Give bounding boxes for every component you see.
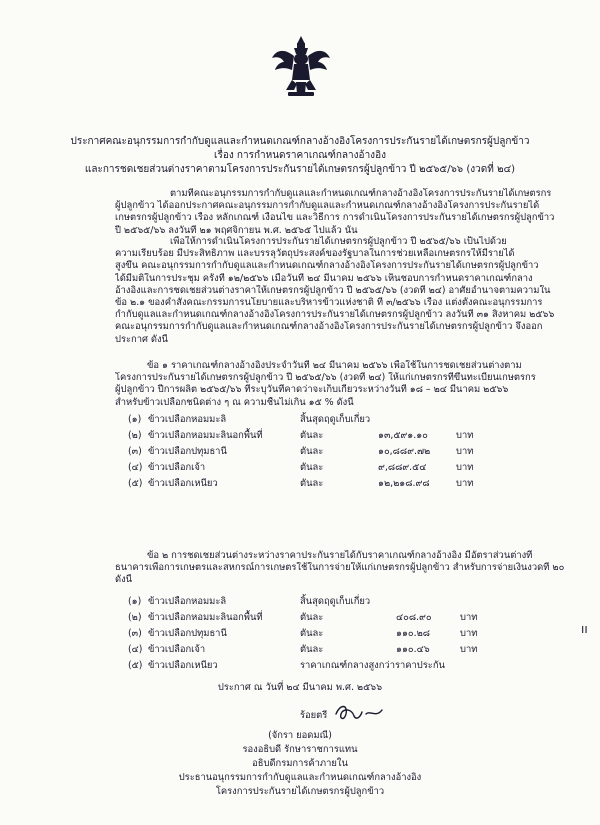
text-line: สูงขึ้น คณะอนุกรรมการกำกับดูแลและกำหนดเกณฑ์กลางอ้างอิงโครงการประกันรายได้เกษตรกรผู้ปลูกข้าว xyxy=(115,260,539,272)
row-number: (๑) xyxy=(128,414,142,425)
table-row xyxy=(0,444,600,457)
currency-label: บาท xyxy=(460,612,478,623)
unit-label: ตันละ xyxy=(300,644,324,655)
rice-type: ข้าวเปลือกปทุมธานี xyxy=(148,446,227,457)
signer-title: อธิบดีกรมการค้าภายใน xyxy=(252,758,348,769)
price-value: ๔๐๘.๙๐ xyxy=(396,612,432,623)
signer-title: โครงการประกันรายได้เกษตรกรผู้ปลูกข้าว xyxy=(215,786,385,797)
unit-label: ตันละ xyxy=(300,628,324,639)
price-value: ๙,๘๘๙.๕๔ xyxy=(378,462,427,473)
table-row xyxy=(0,460,600,473)
text-line: โครงการประกันรายได้เกษตรกรผู้ปลูกข้าว ปี ๒๕๖๕/๖๖ (งวดที่ ๒๔) ให้แก่เกษตรกรที่ขึ้นทะเบียนเกษตรกร xyxy=(115,372,536,384)
text-line: เกษตรกรผู้ปลูกข้าว เรื่อง หลักเกณฑ์ เงื่อนไข และวิธีการ การดำเนินโครงการประกันรายได้เกษตรกรผู้ปลูกข้าว xyxy=(115,212,555,224)
paragraph-resolution xyxy=(115,236,565,346)
row-number: (๔) xyxy=(128,644,143,655)
text-line: คณะอนุกรรมการกำกับดูแลและกำหนดเกณฑ์กลางอ้างอิงโครงการประกันรายได้เกษตรกรผู้ปลูกข้าว จึงออก xyxy=(115,321,543,333)
row-number: (๑) xyxy=(128,596,142,607)
margin-mark: ıı xyxy=(581,622,588,636)
signer-title: รองอธิบดี รักษาราชการแทน xyxy=(242,744,358,755)
row-number: (๕) xyxy=(128,478,143,489)
unit-label: สิ้นสุดฤดูเก็บเกี่ยว xyxy=(300,414,371,425)
currency-label: บาท xyxy=(456,462,474,473)
row-number: (๒) xyxy=(128,430,142,441)
signer-title: ประธานอนุกรรมการกำกับดูแลและกำหนดเกณฑ์กลางอ้างอิง xyxy=(178,772,422,783)
text-line: ข้อ ๒.๑ ของคำสั่งคณะกรรมการนโยบายและบริหารข้าวแห่งชาติ ที่ ๓/๒๕๖๖ เรื่อง แต่งตั้งคณะอนุกรรมการ xyxy=(115,297,543,309)
announcement-title: ประกาศคณะอนุกรรมการกำกับดูแลและกำหนดเกณฑ์กลางอ้างอิงโครงการประกันรายได้เกษตรกรผู้ปลูกข้าว xyxy=(70,136,530,147)
paragraph-preamble xyxy=(115,188,565,237)
unit-label: สิ้นสุดฤดูเก็บเกี่ยว xyxy=(300,596,371,607)
paragraph-clause-2 xyxy=(115,550,565,587)
rank-prefix: ร้อยตรี xyxy=(300,710,328,721)
table-row xyxy=(0,626,600,639)
subject-line: เรื่อง การกำหนดราคาเกณฑ์กลางอ้างอิง xyxy=(214,150,386,161)
price-value: ๑๒,๒๑๘.๙๘ xyxy=(378,478,430,489)
table-row xyxy=(0,428,600,441)
unit-label: ตันละ xyxy=(300,446,324,457)
table-row xyxy=(0,412,600,425)
rice-type: ข้าวเปลือกเจ้า xyxy=(148,644,206,655)
price-value: ๑๓,๕๙๑.๑๐ xyxy=(378,430,428,441)
text-line: ได้มีมติในการประชุม ครั้งที่ ๑๒/๒๕๖๖ เมื่อวันที่ ๒๔ มีนาคม ๒๕๖๖ เห็นชอบการกำหนดราคาเกณฑ์กลาง xyxy=(115,272,533,284)
text-line: กำกับดูแลและกำหนดเกณฑ์กลางอ้างอิงโครงการประกันรายได้เกษตรกรผู้ปลูกข้าว ลงวันที่ ๓๑ สิงหาคม ๒๕๖๖ xyxy=(115,309,555,321)
rice-type: ข้าวเปลือกหอมมะลินอกพื้นที่ xyxy=(148,612,263,623)
text-line: ดังนี้ xyxy=(115,574,133,586)
handwritten-signature xyxy=(332,700,392,724)
row-number: (๓) xyxy=(128,446,142,457)
unit-label: ตันละ xyxy=(300,478,324,489)
currency-label: บาท xyxy=(460,628,478,639)
rice-type: ข้าวเปลือกเหนียว xyxy=(148,478,218,489)
rice-type: ข้าวเปลือกเจ้า xyxy=(148,462,206,473)
table-row xyxy=(0,594,600,607)
text-line: ผู้ปลูกข้าว ปีการผลิต ๒๕๖๕/๖๖ ที่ระบุวันที่คาดว่าจะเก็บเกี่ยวระหว่างวันที่ ๑๘ – ๒๔ มีนาคม ๒๕๖๖ xyxy=(115,384,509,396)
text-line: ตามที่คณะอนุกรรมการกำกับดูแลและกำหนดเกณฑ์กลางอ้างอิงโครงการประกันรายได้เกษตรกร xyxy=(170,188,552,199)
currency-label: บาท xyxy=(456,478,474,489)
signer-name: (จักรา ยอดมณี) xyxy=(268,730,332,741)
rice-type: ข้าวเปลือกหอมมะลินอกพื้นที่ xyxy=(148,430,263,441)
text-line: ผู้ปลูกข้าว ได้ออกประกาศคณะอนุกรรมการกำกับดูแลและกำหนดเกณฑ์กลางอ้างอิงโครงการประกันรายได้ xyxy=(115,200,540,212)
rice-type: ข้าวเปลือกปทุมธานี xyxy=(148,628,227,639)
text-line: เพื่อให้การดำเนินโครงการประกันรายได้เกษตรกรผู้ปลูกข้าว ปี ๒๕๖๕/๖๖ เป็นไปด้วย xyxy=(170,236,507,247)
rice-type: ข้าวเปลือกหอมมะลิ xyxy=(148,414,227,425)
currency-label: บาท xyxy=(456,446,474,457)
announce-date: ประกาศ ณ วันที่ ๒๔ มีนาคม พ.ศ. ๒๕๖๖ xyxy=(217,682,383,693)
table-row xyxy=(0,642,600,655)
garuda-emblem-icon xyxy=(270,34,332,100)
rice-type: ข้าวเปลือกหอมมะลิ xyxy=(148,596,227,607)
row-number: (๕) xyxy=(128,660,143,671)
row-number: (๒) xyxy=(128,612,142,623)
price-value: ๑๐,๘๘๙.๗๒ xyxy=(378,446,431,457)
currency-label: บาท xyxy=(460,644,478,655)
text-line: ข้อ ๑ ราคาเกณฑ์กลางอ้างอิงประจำวันที่ ๒๔ มีนาคม ๒๕๖๖ เพื่อใช้ในการชดเชยส่วนต่างตาม xyxy=(147,360,522,371)
subject-line-2: และการชดเชยส่วนต่างราคาตามโครงการประกันรายได้เกษตรกรผู้ปลูกข้าว ปี ๒๕๖๕/๖๖ (งวดที่ ๒๔) xyxy=(84,164,516,175)
text-line: ธนาคารเพื่อการเกษตรและสหกรณ์การเกษตรใช้ในการจ่ายให้แก่เกษตรกรผู้ปลูกข้าว สำหรับการจ่ายเงินงวดที่ ๒๐ xyxy=(115,562,565,574)
unit-label: ตันละ xyxy=(300,612,324,623)
text-line: ปี ๒๕๖๕/๖๖ ลงวันที่ ๒๑ พฤศจิกายน พ.ศ. ๒๕๖๕ ไปแล้ว นั้น xyxy=(115,224,358,236)
unit-label: ตันละ xyxy=(300,430,324,441)
table-row xyxy=(0,476,600,489)
price-value: ๑๑๐.๒๘ xyxy=(396,628,431,639)
row-number: (๓) xyxy=(128,628,142,639)
currency-label: บาท xyxy=(456,430,474,441)
rice-type: ข้าวเปลือกเหนียว xyxy=(148,660,218,671)
text-line: ข้อ ๒ การชดเชยส่วนต่างระหว่างราคาประกันรายได้กับราคาเกณฑ์กลางอ้างอิง มีอัตราส่วนต่างที่ xyxy=(147,550,533,561)
unit-label: ตันละ xyxy=(300,462,324,473)
text-line: อ้างอิงและการชดเชยส่วนต่างราคาให้เกษตรกรผู้ปลูกข้าว ปี ๒๕๖๕/๖๖ (งวดที่ ๒๔) อาศัยอำนาจตามความใน xyxy=(115,284,551,296)
text-line: ความเรียบร้อย มีประสิทธิภาพ และบรรลุวัตถุประสงค์ของรัฐบาลในการช่วยเหลือเกษตรกรให้มีรายได้ xyxy=(115,248,515,260)
paragraph-clause-1 xyxy=(115,360,565,409)
table-row xyxy=(0,658,600,671)
text-line: ประกาศ ดังนี้ xyxy=(115,333,168,345)
unit-label: ราคาเกณฑ์กลางสูงกว่าราคาประกัน xyxy=(300,660,445,671)
row-number: (๔) xyxy=(128,462,143,473)
table-row xyxy=(0,610,600,623)
price-value: ๑๑๐.๔๖ xyxy=(396,644,430,655)
text-line: สำหรับข้าวเปลือกชนิดต่าง ๆ ณ ความชื้นไม่เกิน ๑๕ % ดังนี้ xyxy=(115,396,354,408)
